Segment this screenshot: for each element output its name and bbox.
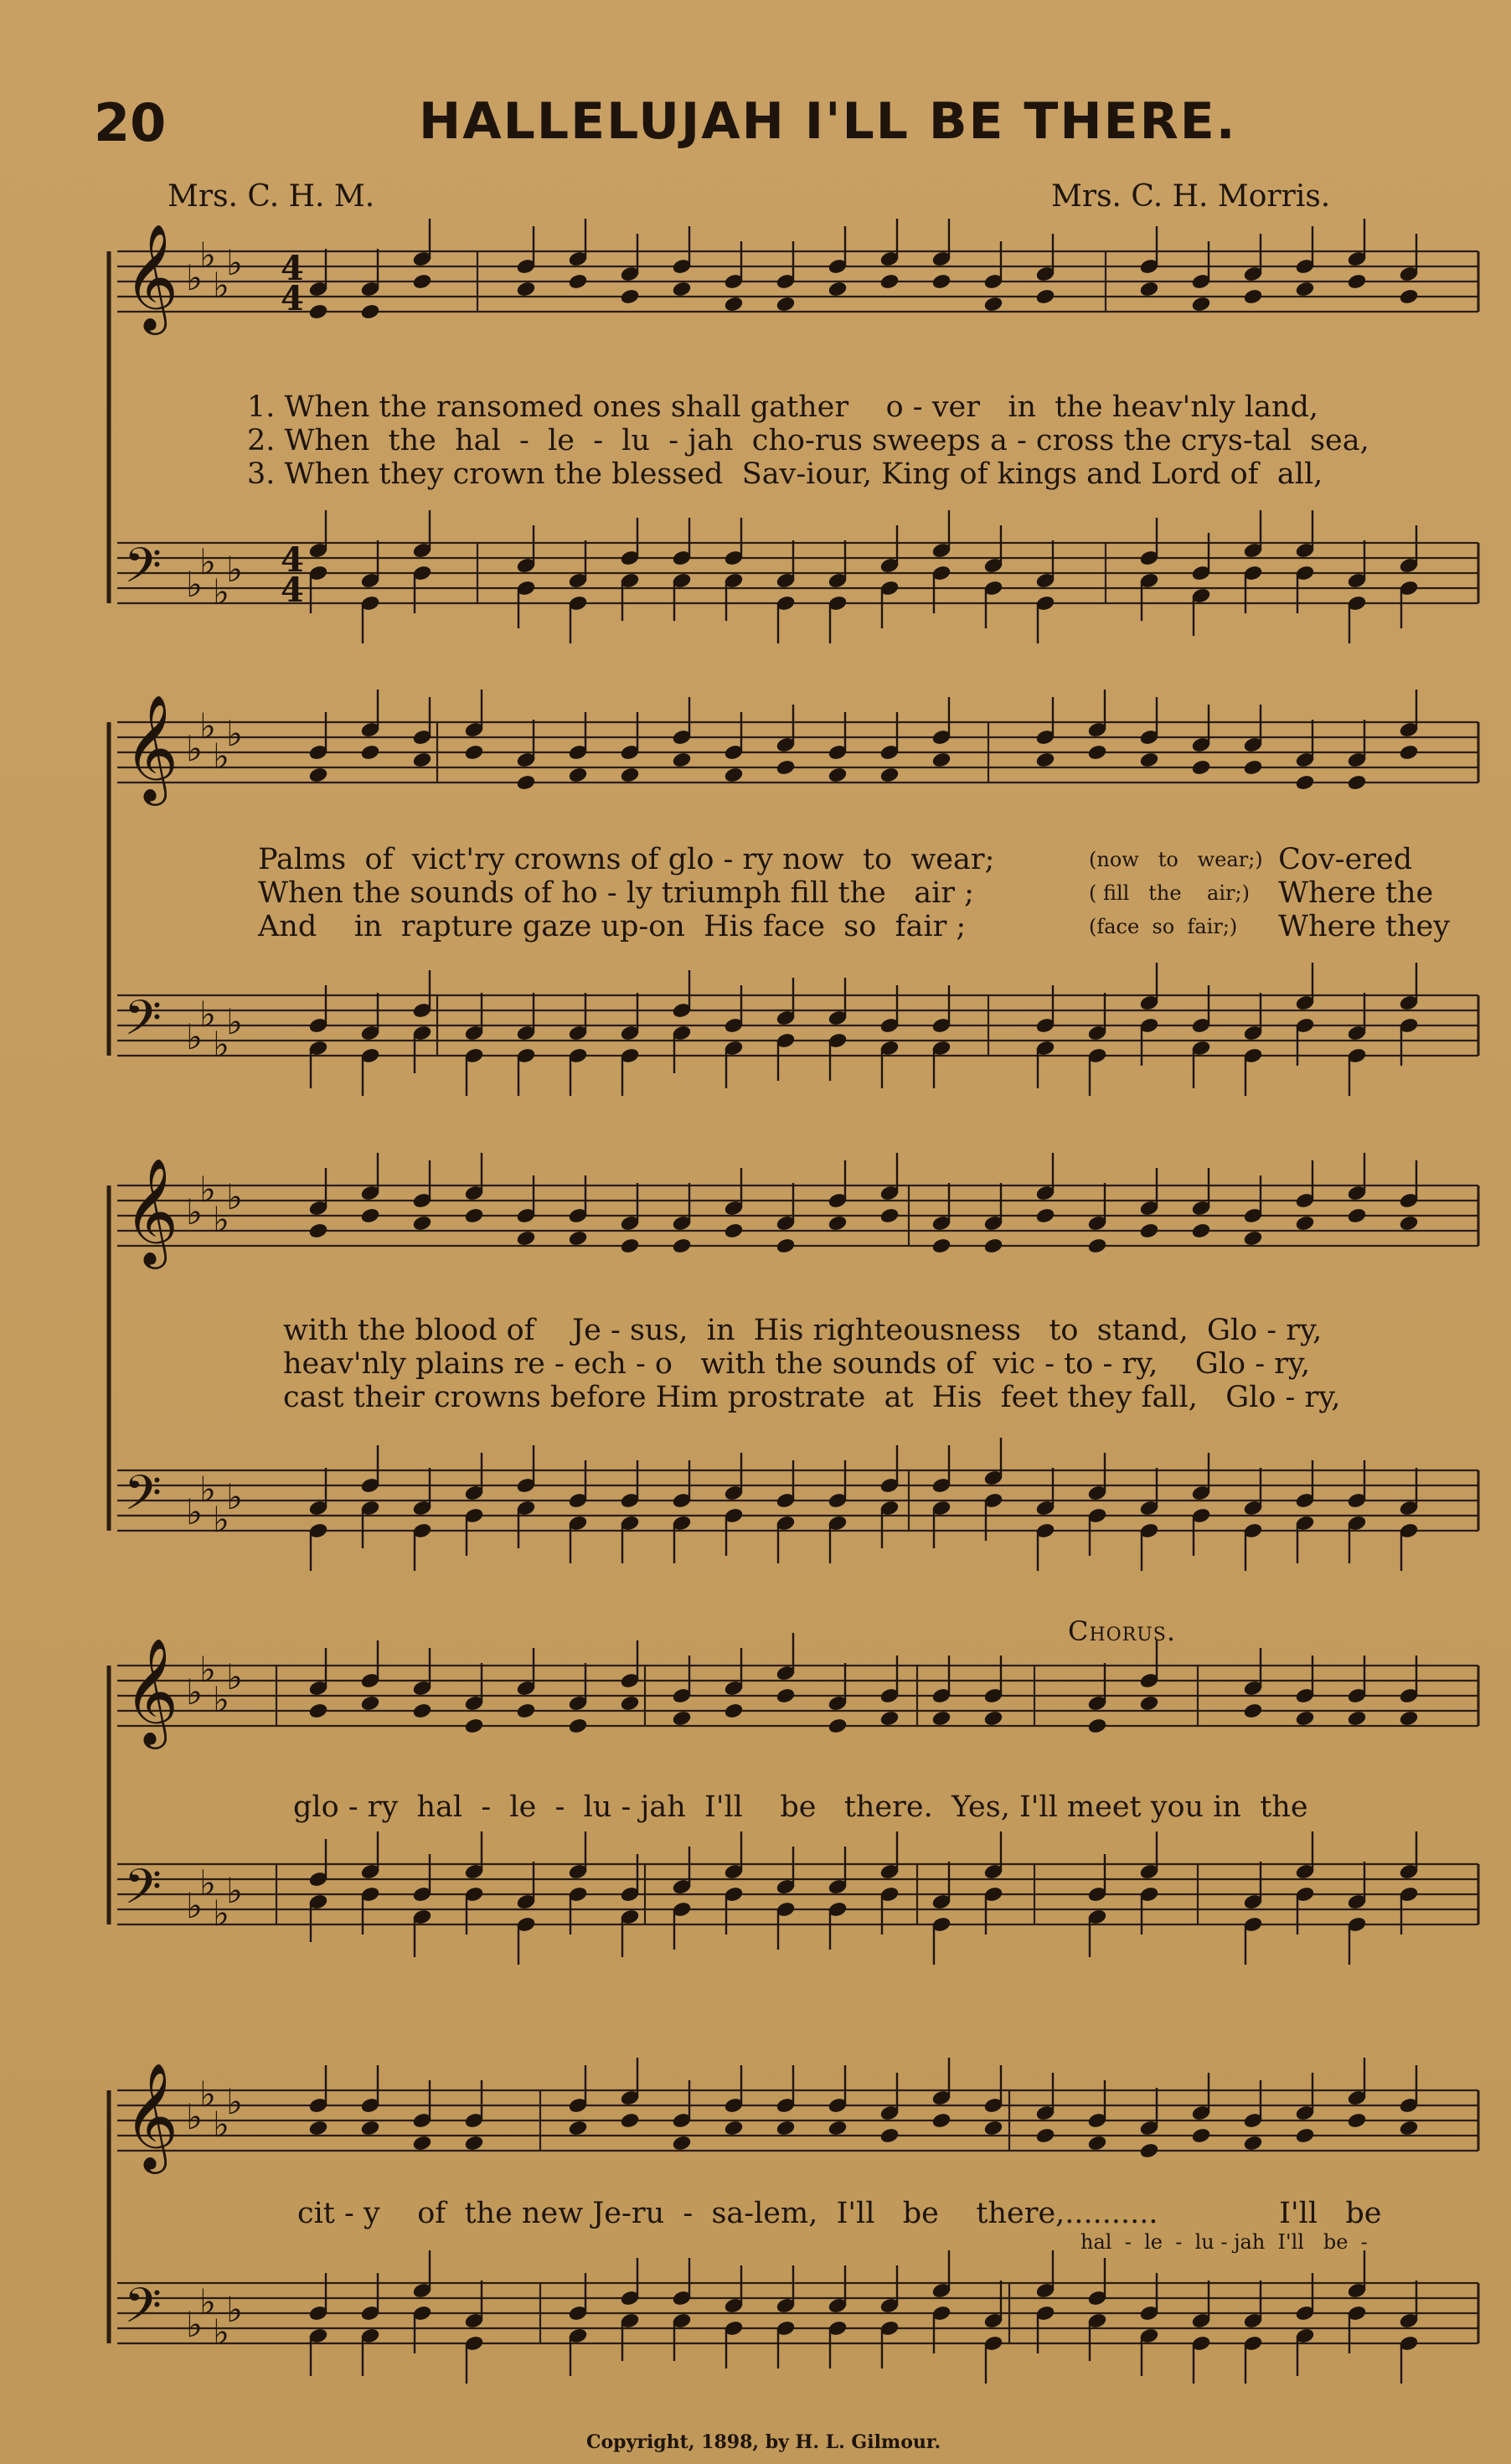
svg-text:♭: ♭ (186, 728, 203, 769)
svg-text:♭: ♭ (226, 1001, 243, 1042)
svg-text:♭: ♭ (226, 1476, 243, 1517)
chorus-line-1: glo - ry hal - le - lu - jah I'll be there. Yes, I'll meet you in the (293, 1790, 1308, 1824)
svg-text:♭: ♭ (186, 257, 203, 298)
verse-3-line-2: And in rapture gaze up-on His face so fair ; (258, 910, 967, 943)
svg-text:♭: ♭ (226, 2289, 243, 2330)
svg-text:♭: ♭ (186, 1491, 203, 1532)
echo-1: (now to wear;) (1089, 848, 1263, 871)
echo-3: (face so fair;) (1089, 915, 1238, 938)
svg-text:♭: ♭ (186, 2096, 203, 2137)
verse-1-line-2: Palms of vict'ry crowns of glo - ry now to wear; (258, 843, 995, 876)
svg-text:♭: ♭ (199, 541, 216, 582)
after-echo-2: Where the (1269, 876, 1434, 910)
svg-text:♭: ♭ (213, 2104, 229, 2145)
svg-text:♭: ♭ (213, 265, 229, 306)
svg-text:♭: ♭ (226, 1656, 243, 1697)
svg-text:♭: ♭ (199, 1469, 216, 1510)
verse-1-line-3: with the blood of Je - sus, in His righteousness to stand, Glo - ry, (283, 1314, 1323, 1347)
svg-text:𝄢: 𝄢 (124, 2277, 162, 2346)
verse-3-line-1: 3. When they crown the blessed Sav-iour, King of kings and Lord of all, (247, 457, 1323, 491)
verse-2-line-1: 2. When the hal - le - lu - jah cho-rus sweeps a - cross the crys-tal sea, (247, 424, 1369, 457)
svg-text:♭: ♭ (199, 2281, 216, 2322)
svg-text:♭: ♭ (186, 564, 203, 605)
svg-text:♭: ♭ (226, 713, 243, 754)
svg-text:♭: ♭ (226, 1870, 243, 1911)
bass-echo: hal - le - lu - jah I'll be - (1080, 2230, 1368, 2254)
svg-text:♭: ♭ (186, 1671, 203, 1712)
svg-text:♭: ♭ (199, 1169, 216, 1210)
svg-text:♭: ♭ (199, 1649, 216, 1690)
svg-text:𝄞: 𝄞 (124, 1157, 179, 1264)
after-echo-1: Cov-ered (1269, 843, 1413, 876)
verse-2-line-2: When the sounds of ho - ly triumph fill the air ; (258, 876, 974, 910)
svg-text:4: 4 (281, 279, 304, 318)
svg-text:♭: ♭ (186, 1016, 203, 1057)
svg-text:𝄢: 𝄢 (124, 1464, 162, 1533)
svg-text:♭: ♭ (199, 235, 216, 276)
svg-text:♭: ♭ (213, 2312, 229, 2353)
svg-text:𝄞: 𝄞 (124, 2062, 179, 2169)
echo-2: ( fill the air;) (1089, 881, 1250, 905)
svg-text:♭: ♭ (226, 549, 243, 590)
svg-text:𝄢: 𝄢 (124, 1858, 162, 1927)
svg-text:♭: ♭ (199, 705, 216, 746)
svg-text:𝄞: 𝄞 (124, 1637, 179, 1744)
svg-text:♭: ♭ (199, 2074, 216, 2115)
svg-text:♭: ♭ (226, 1176, 243, 1217)
page-number: 20 (94, 92, 167, 153)
svg-text:♭: ♭ (213, 736, 229, 777)
svg-text:𝄞: 𝄞 (124, 223, 179, 330)
svg-text:♭: ♭ (213, 1024, 229, 1065)
copyright-notice: Copyright, 1898, by H. L. Gilmour. (586, 2431, 941, 2453)
svg-text:𝄢: 𝄢 (124, 989, 162, 1058)
svg-text:4: 4 (281, 571, 304, 610)
svg-text:♭: ♭ (213, 1679, 229, 1720)
verse-3-line-3: cast their crowns before Him prostrate at His feet they fall, Glo - ry, (283, 1381, 1341, 1414)
words-credit: Mrs. C. H. M. (168, 179, 375, 214)
svg-text:4: 4 (281, 249, 304, 288)
svg-text:♭: ♭ (186, 1191, 203, 1232)
svg-text:𝄞: 𝄞 (124, 694, 179, 801)
chorus-label: Chorus. (1068, 1615, 1177, 1647)
svg-text:♭: ♭ (213, 571, 229, 612)
music-credit: Mrs. C. H. Morris. (1051, 179, 1331, 214)
verse-1-line-1: 1. When the ransomed ones shall gather o - ver in the heav'nly land, (247, 390, 1319, 424)
hymn-title: HALLELUJAH I'LL BE THERE. (419, 92, 1237, 151)
svg-text:♭: ♭ (199, 1862, 216, 1904)
verse-2-line-3: heav'nly plains re - ech - o with the sounds of vic - to - ry, Glo - ry, (283, 1347, 1311, 1381)
after-echo-3: Where they (1269, 910, 1451, 943)
chorus-line-2: cit - y of the new Je-ru - sa-lem, I'll be there,.......... I'll be (297, 2197, 1382, 2230)
svg-text:♭: ♭ (213, 1893, 229, 1934)
svg-text:♭: ♭ (213, 1499, 229, 1540)
svg-text:♭: ♭ (213, 1199, 229, 1240)
svg-text:♭: ♭ (186, 1885, 203, 1926)
svg-text:♭: ♭ (186, 2304, 203, 2345)
svg-text:𝄢: 𝄢 (124, 537, 162, 606)
svg-text:4: 4 (281, 540, 304, 580)
svg-text:♭: ♭ (226, 242, 243, 283)
svg-text:♭: ♭ (226, 2081, 243, 2122)
svg-text:♭: ♭ (199, 994, 216, 1035)
